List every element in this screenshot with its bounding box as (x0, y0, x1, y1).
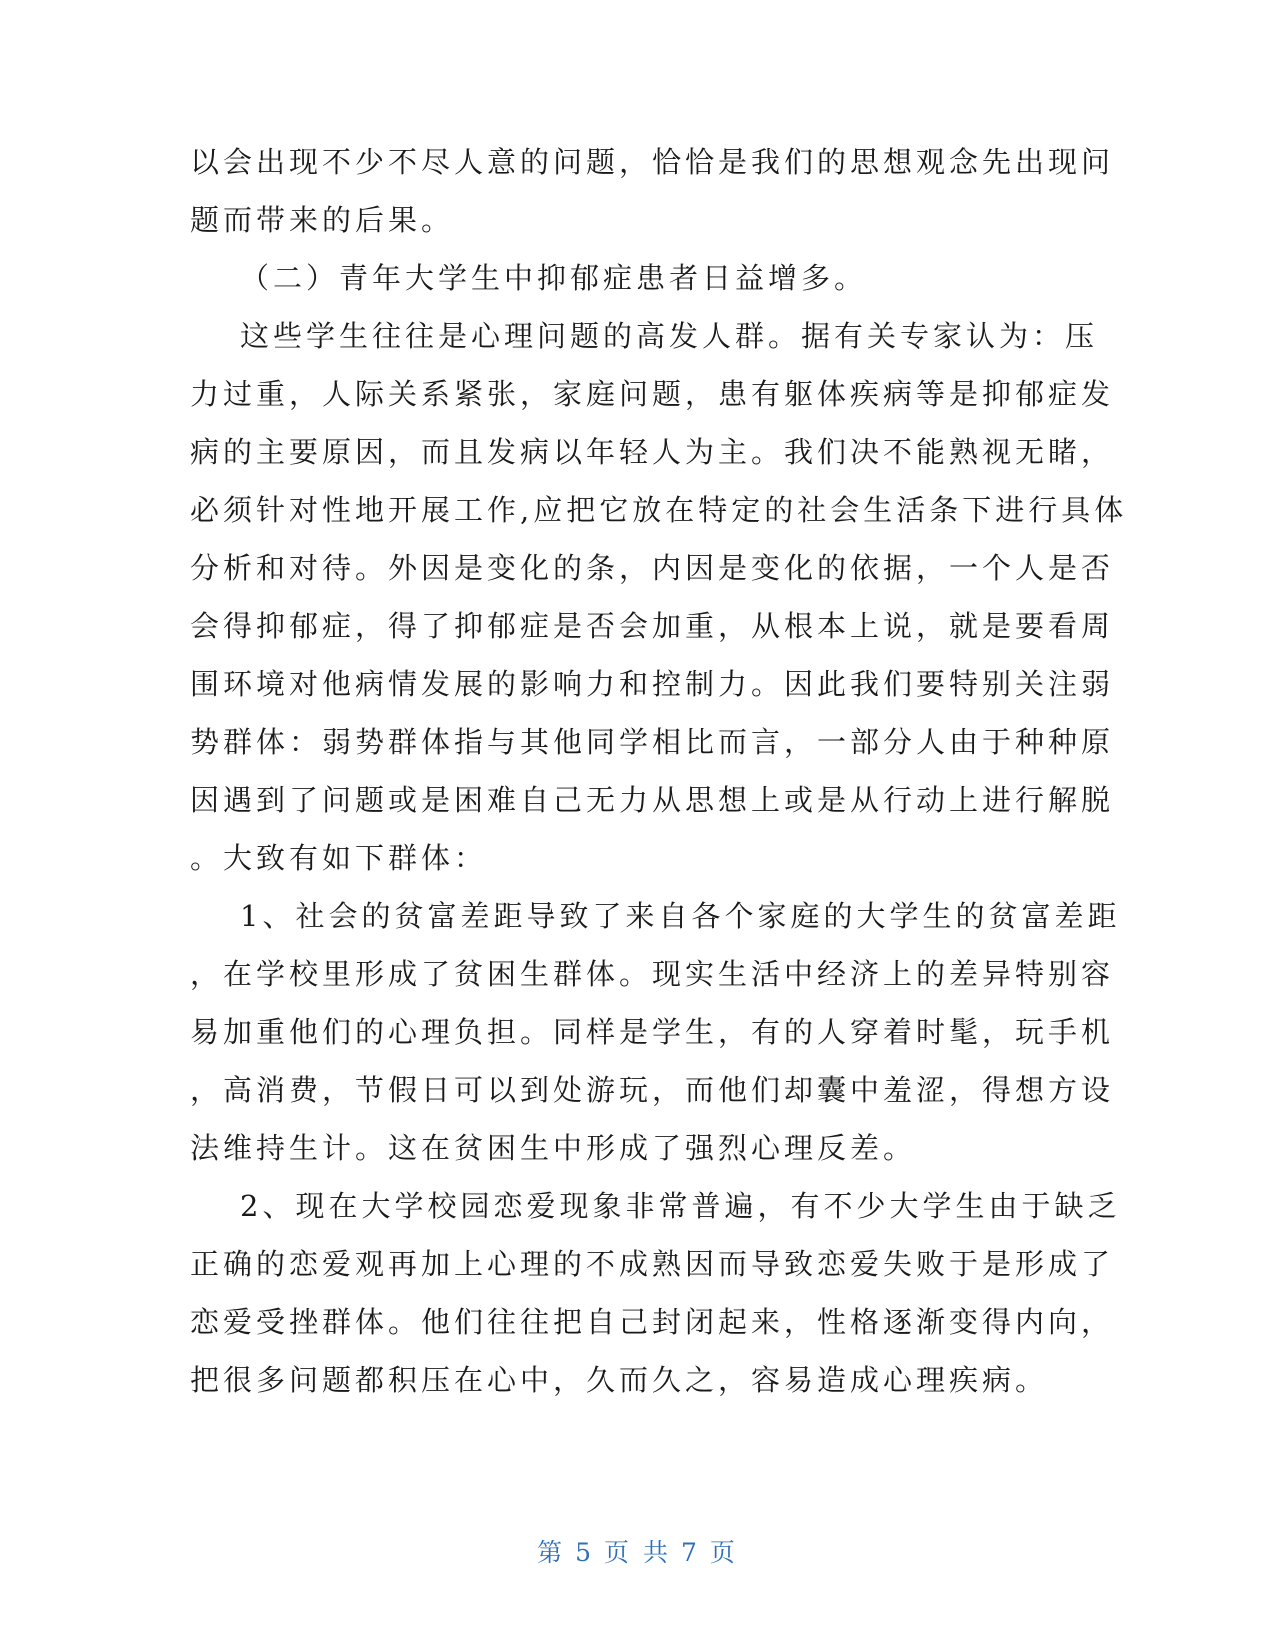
section-heading: （二）青年大学生中抑郁症患者日益增多。 (240, 261, 868, 295)
page-label-mid: 页 共 (604, 1538, 671, 1567)
text-line: 围环境对他病情发展的影响力和控制力。因此我们要特别关注弱 (190, 667, 1115, 701)
text-line: 病的主要原因，而且发病以年轻人为主。我们决不能熟视无睹， (190, 435, 1115, 469)
text-line: ，高消费，节假日可以到处游玩，而他们却囊中羞涩，得想方设 (190, 1073, 1115, 1107)
current-page-number: 5 (575, 1538, 595, 1567)
page-footer (0, 1536, 1275, 1570)
text-line: 必须针对性地开展工作,应把它放在特定的社会生活条下进行具体 (190, 493, 1128, 527)
text-line: 这些学生往往是心理问题的高发人群。据有关专家认为：压 (240, 319, 1099, 353)
list-item-2: 2、现在大学校园恋爱现象非常普遍，有不少大学生由于缺乏 (240, 1189, 1121, 1223)
text-line: 易加重他们的心理负担。同样是学生，有的人穿着时髦，玩手机 (190, 1015, 1115, 1049)
text-line: ，在学校里形成了贫困生群体。现实生活中经济上的差异特别容 (190, 957, 1115, 991)
text-line: 正确的恋爱观再加上心理的不成熟因而导致恋爱失败于是形成了 (190, 1247, 1115, 1281)
list-item-1: 1、社会的贫富差距导致了来自各个家庭的大学生的贫富差距 (240, 899, 1121, 933)
page-label-suffix: 页 (709, 1538, 738, 1567)
text-line: 因遇到了问题或是困难自己无力从思想上或是从行动上进行解脱 (190, 783, 1115, 817)
text-line: 会得抑郁症，得了抑郁症是否会加重，从根本上说，就是要看周 (190, 609, 1115, 643)
total-pages-number: 7 (680, 1538, 700, 1567)
text-line: 。大致有如下群体： (190, 841, 488, 875)
page-label-prefix: 第 (537, 1538, 566, 1567)
text-line: 题而带来的后果。 (190, 203, 455, 237)
text-line: 法维持生计。这在贫困生中形成了强烈心理反差。 (190, 1131, 917, 1165)
text-line: 把很多问题都积压在心中，久而久之，容易造成心理疾病。 (190, 1363, 1049, 1397)
text-line: 以会出现不少不尽人意的问题，恰恰是我们的思想观念先出现问 (190, 145, 1115, 179)
text-line: 势群体：弱势群体指与其他同学相比而言，一部分人由于种种原 (190, 725, 1115, 759)
text-line: 分析和对待。外因是变化的条，内因是变化的依据，一个人是否 (190, 551, 1115, 585)
text-line: 恋爱受挫群体。他们往往把自己封闭起来，性格逐渐变得内向， (190, 1305, 1115, 1339)
text-line: 力过重，人际关系紧张，家庭问题，患有躯体疾病等是抑郁症发 (190, 377, 1115, 411)
